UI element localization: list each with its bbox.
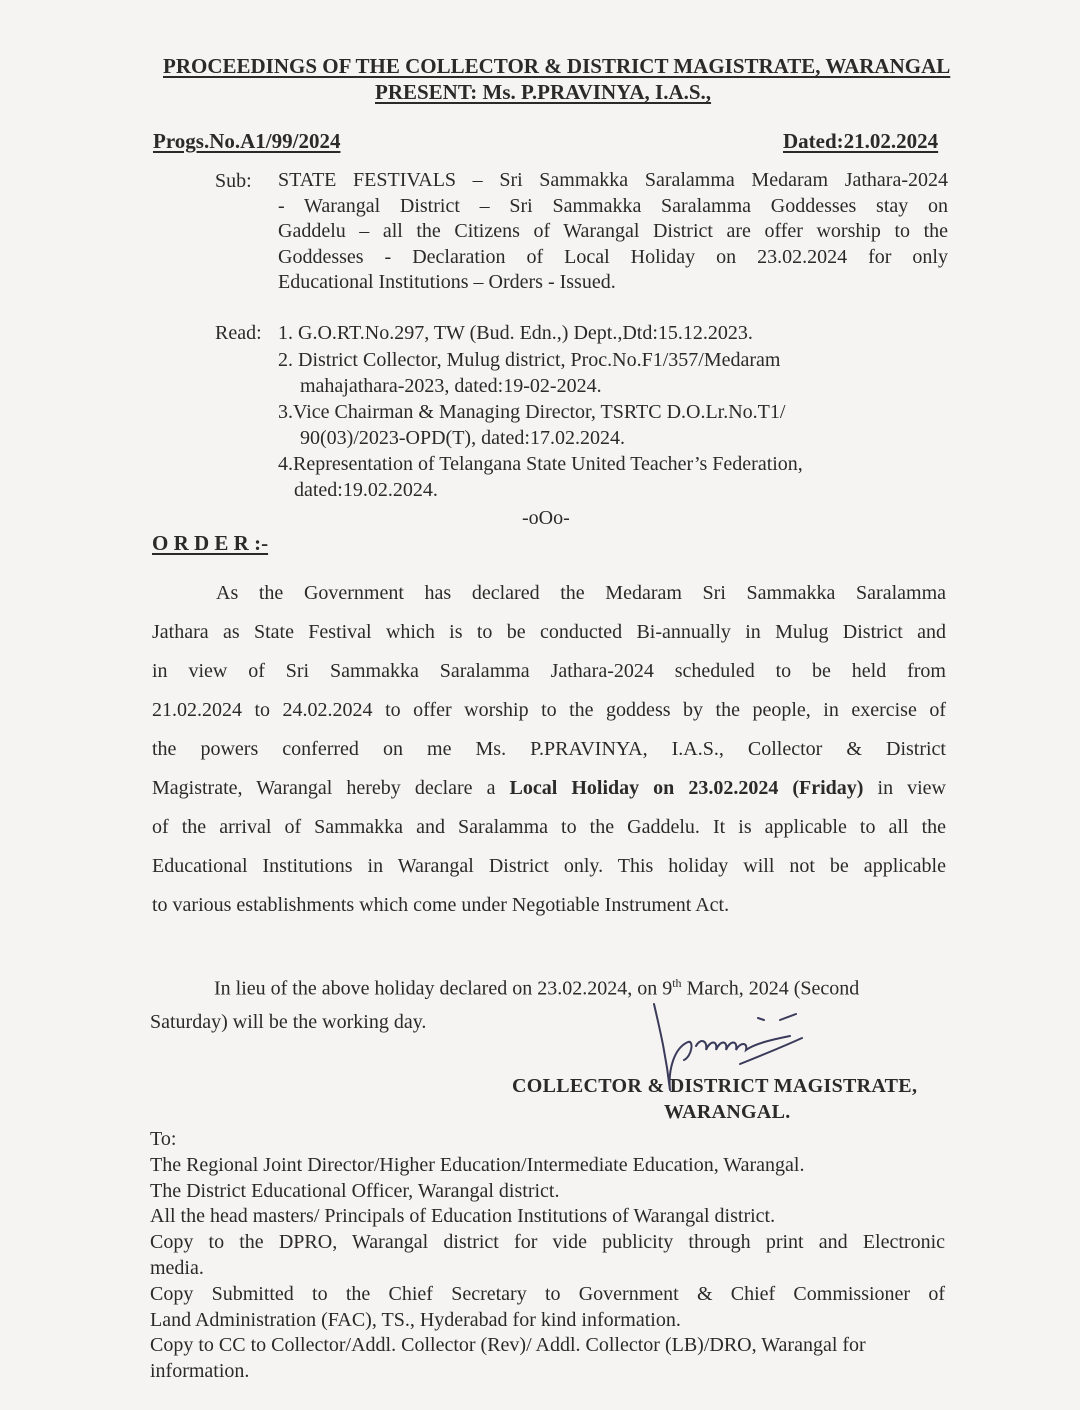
order-line: Educational Institutions in Warangal District only. This holiday will not be applicable	[152, 855, 946, 877]
order-paragraph	[152, 574, 946, 925]
recipient-line: The District Educational Officer, Warangal district.	[150, 1179, 560, 1202]
order-line: in view of Sri Sammakka Saralamma Jathara-2024 scheduled to be held from	[152, 660, 946, 682]
lieu-line-2: Saturday) will be the working day.	[150, 1011, 427, 1033]
order-line	[152, 769, 946, 808]
read-item-4-cont: dated:19.02.2024.	[294, 479, 438, 501]
holiday-bold: Local Holiday on 23.02.2024 (Friday)	[509, 777, 864, 799]
subject-label: Sub:	[215, 170, 252, 192]
order-line-text: Magistrate, Warangal hereby declare a	[152, 777, 510, 799]
lieu-line-1	[214, 970, 859, 1002]
recipient-line: Copy to CC to Collector/Addl. Collector (Rev)/ Addl. Collector (LB)/DRO, Warangal for	[150, 1334, 866, 1357]
read-item-3: 3.Vice Chairman & Managing Director, TSRTC D.O.Lr.No.T1/	[278, 401, 786, 423]
order-line-text: in view	[863, 777, 946, 799]
subject-line: Educational Institutions – Orders - Issued.	[278, 271, 616, 294]
subject-line: - Warangal District – Sri Sammakka Saralamma Goddesses stay on	[278, 194, 948, 217]
subject-line: Gaddelu – all the Citizens of Warangal District are offer worship to the	[278, 220, 948, 243]
order-line: of the arrival of Sammakka and Saralamma to the Gaddelu. It is applicable to all the	[152, 816, 946, 838]
order-line-text: As the Government has declared the Medaram Sri Sammakka Saralamma	[216, 582, 946, 604]
recipient-line: information.	[150, 1360, 250, 1383]
recipient-line: Land Administration (FAC), TS., Hyderabad for kind information.	[150, 1308, 681, 1331]
subject-line: STATE FESTIVALS – Sri Sammakka Saralamma Medaram Jathara-2024	[278, 169, 948, 191]
order-line: the powers conferred on me Ms. P.PRAVINYA, I.A.S., Collector & District	[152, 738, 946, 760]
order-line: 21.02.2024 to 24.02.2024 to offer worship to the goddess by the people, in exercise of	[152, 699, 946, 721]
lieu-sup: th	[672, 976, 682, 990]
read-item-1: 1. G.O.RT.No.297, TW (Bud. Edn.,) Dept.,Dtd:15.12.2023.	[278, 322, 753, 344]
read-item-3-cont: 90(03)/2023-OPD(T), dated:17.02.2024.	[300, 427, 625, 449]
recipient-line: media.	[150, 1256, 204, 1279]
separator: -oOo-	[522, 507, 570, 529]
dated: Dated:21.02.2024	[783, 129, 939, 153]
read-item-2: 2. District Collector, Mulug district, Proc.No.F1/357/Medaram	[278, 349, 781, 371]
to-label: To:	[150, 1128, 177, 1150]
subject-line: Goddesses - Declaration of Local Holiday on 23.02.2024 for only	[278, 245, 948, 268]
recipient-line: Copy to the DPRO, Warangal district for vide publicity through print and Electronic	[150, 1231, 945, 1254]
order-line: to various establishments which come under Negotiable Instrument Act.	[152, 894, 730, 916]
read-item-4: 4.Representation of Telangana State United Teacher’s Federation,	[278, 453, 803, 475]
read-item-2-cont: mahajathara-2023, dated:19-02-2024.	[300, 375, 602, 397]
recipient-line: The Regional Joint Director/Higher Education/Intermediate Education, Warangal.	[150, 1153, 805, 1176]
recipient-line: All the head masters/ Principals of Education Institutions of Warangal district.	[150, 1205, 776, 1228]
lieu-text: March, 2024 (Second	[681, 977, 860, 1000]
order-line: Jathara as State Festival which is to be conducted Bi-annually in Mulug District and	[152, 621, 946, 643]
present-heading: PRESENT: Ms. P.PRAVINYA, I.A.S.,	[375, 80, 712, 104]
subject-text	[278, 168, 948, 296]
order-heading: O R D E R :-	[152, 531, 269, 555]
read-label: Read:	[215, 322, 262, 344]
recipient-list	[150, 1127, 950, 1385]
recipient-line: Copy Submitted to the Chief Secretary to Government & Chief Commissioner of	[150, 1282, 945, 1305]
progs-number: Progs.No.A1/99/2024	[153, 129, 341, 153]
signature-district: WARANGAL.	[664, 1101, 791, 1123]
signature-title: COLLECTOR & DISTRICT MAGISTRATE,	[512, 1075, 918, 1097]
order-line	[152, 574, 946, 613]
proceedings-heading: PROCEEDINGS OF THE COLLECTOR & DISTRICT MAGISTRATE, WARANGAL	[163, 54, 951, 78]
lieu-text: In lieu of the above holiday declared on 23.02.2024, on 9	[214, 977, 673, 1000]
